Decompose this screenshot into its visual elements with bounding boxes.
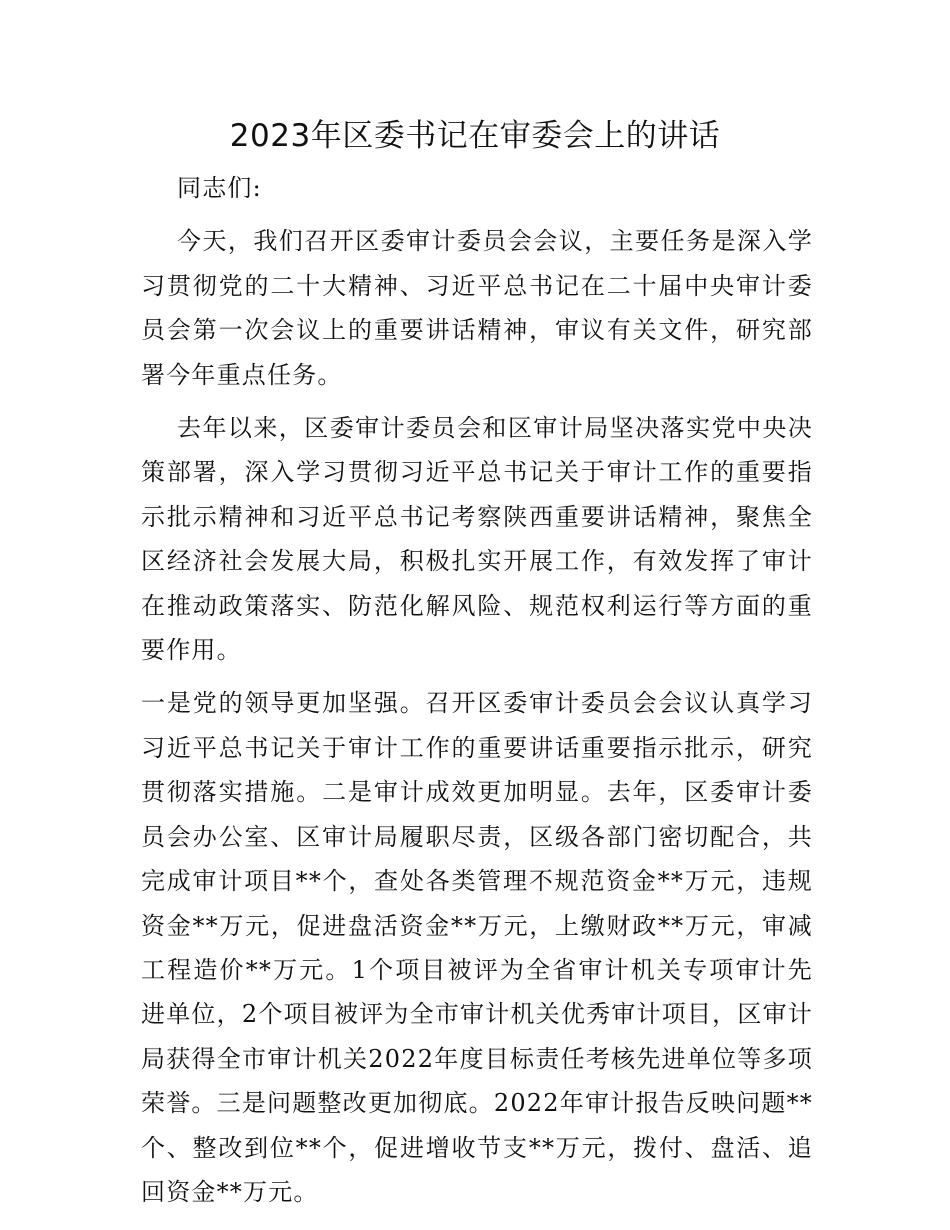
document-body <box>141 166 813 1214</box>
paragraph-intro: 今天，我们召开区委审计委员会会议，主要任务是深入学习贯彻党的二十大精神、习近平总书记在二十届中央审计委员会第一次会议上的重要讲话精神，审议有关文件，研究部署今年重点任务。 <box>141 227 813 389</box>
paragraph-achievements: 一是党的领导更加坚强。召开区委审计委员会会议认真学习习近平总书记关于审计工作的重要讲话重要指示批示，研究贯彻落实措施。二是审计成效更加明显。去年，区委审计委员会办公室、区审计局履职尽责，区级各部门密切配合，共完成审计项目**个，查处各类管理不规范资金**万元，违规资金**万元，促进盘活资金**万元，上缴财政**万元，审减工程造价**万元。1个项目被评为全省审计机关专项审计先进单位，2个项目被评为全市审计机关优秀审计项目，区审计局获得全市审计机关2022年度目标责任考核先进单位等多项荣誉。三是问题整改更加彻底。2022年审计报告反映问题**个、整改到位**个，促进增收节支**万元，拨付、盘活、追回资金**万元。 <box>141 689 813 1206</box>
greeting: 同志们: <box>177 174 262 202</box>
paragraph-review: 去年以来，区委审计委员会和区审计局坚决落实党中央决策部署，深入学习贯彻习近平总书记关于审计工作的重要指示批示精神和习近平总书记考察陕西重要讲话精神，聚焦全区经济社会发展大局，积极扎实开展工作，有效发挥了审计在推动政策落实、防范化解风险、规范权利运行等方面的重要作用。 <box>141 414 813 665</box>
document-title: 2023年区委书记在审委会上的讲话 <box>229 118 721 154</box>
